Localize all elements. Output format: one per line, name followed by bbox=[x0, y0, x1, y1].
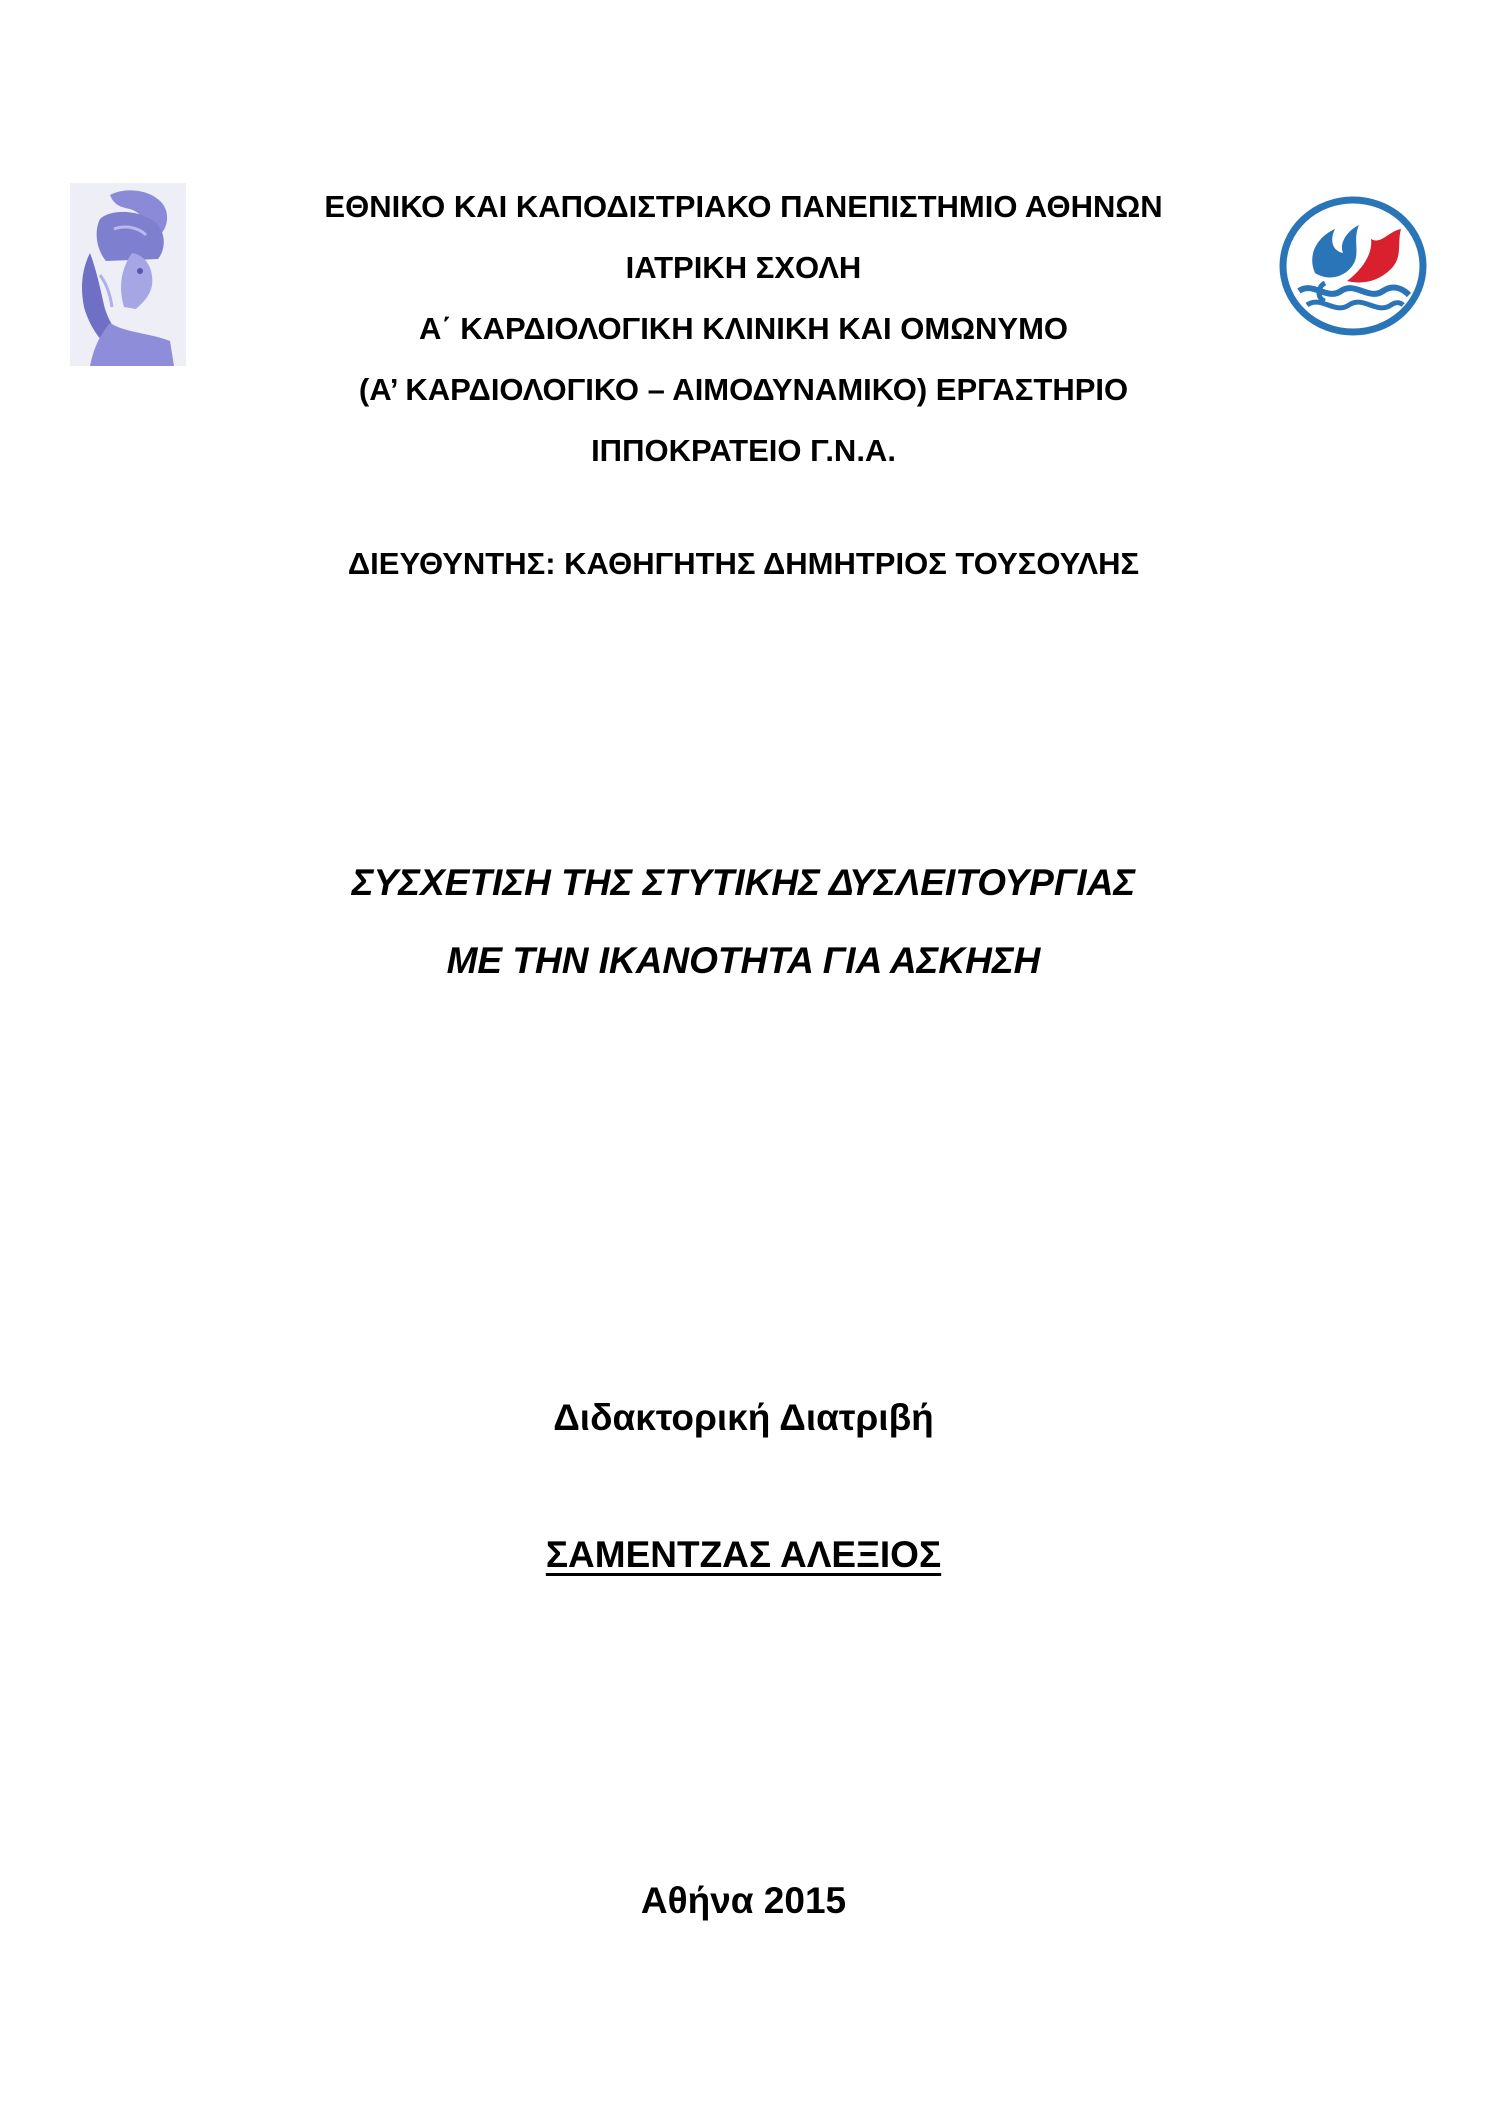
header-line-hospital: ΙΠΠΟΚΡΑΤΕΙΟ Γ.Ν.Α. bbox=[591, 433, 896, 468]
place-and-date: Αθήνα 2015 bbox=[640, 1880, 847, 1921]
header-line-university: ΕΘΝΙΚΟ ΚΑΙ ΚΑΠΟΔΙΣΤΡΙΑΚΟ ΠΑΝΕΠΙΣΤΗΜΙΟ ΑΘΗΝΩΝ bbox=[324, 189, 1163, 224]
author-name-block bbox=[190, 1520, 1297, 1590]
document-type: Διδακτορική Διατριβή bbox=[553, 1397, 934, 1438]
university-logo bbox=[70, 183, 186, 366]
header-line-laboratory: (Α’ ΚΑΡΔΙΟΛΟΓΙΚΟ – ΑΙΜΟΔΥΝΑΜΙΚΟ) ΕΡΓΑΣΤΗΡΙΟ bbox=[358, 372, 1129, 407]
author-name: ΣΑΜΕΝΤΖΑΣ ΑΛΕΞΙΟΣ bbox=[545, 1534, 942, 1575]
director-line: ΔΙΕΥΘΥΝΤΗΣ: ΚΑΘΗΓΗΤΗΣ ΔΗΜΗΤΡΙΟΣ ΤΟΥΣΟΥΛΗΣ bbox=[347, 546, 1140, 581]
institution-header bbox=[190, 176, 1297, 481]
thesis-title-line-1: ΣΥΣΧΕΤΙΣΗ ΤΗΣ ΣΤΥΤΙΚΗΣ ΔΥΣΛΕΙΤΟΥΡΓΙΑΣ bbox=[351, 862, 1136, 903]
hospital-logo bbox=[1277, 195, 1429, 337]
thesis-title-line-2: ΜΕ ΤΗΝ ΙΚΑΝΟΤΗΤΑ ΓΙΑ ΑΣΚΗΣΗ bbox=[446, 940, 1041, 981]
athena-head-icon bbox=[70, 183, 186, 366]
header-line-clinic: Α΄ ΚΑΡΔΙΟΛΟΓΙΚΗ ΚΛΙΝΙΚΗ ΚΑΙ ΟΜΩΝΥΜΟ bbox=[418, 311, 1069, 346]
header-line-school: ΙΑΤΡΙΚΗ ΣΧΟΛΗ bbox=[625, 250, 862, 285]
thesis-title bbox=[190, 844, 1297, 1000]
flame-wave-emblem-icon bbox=[1277, 195, 1429, 337]
